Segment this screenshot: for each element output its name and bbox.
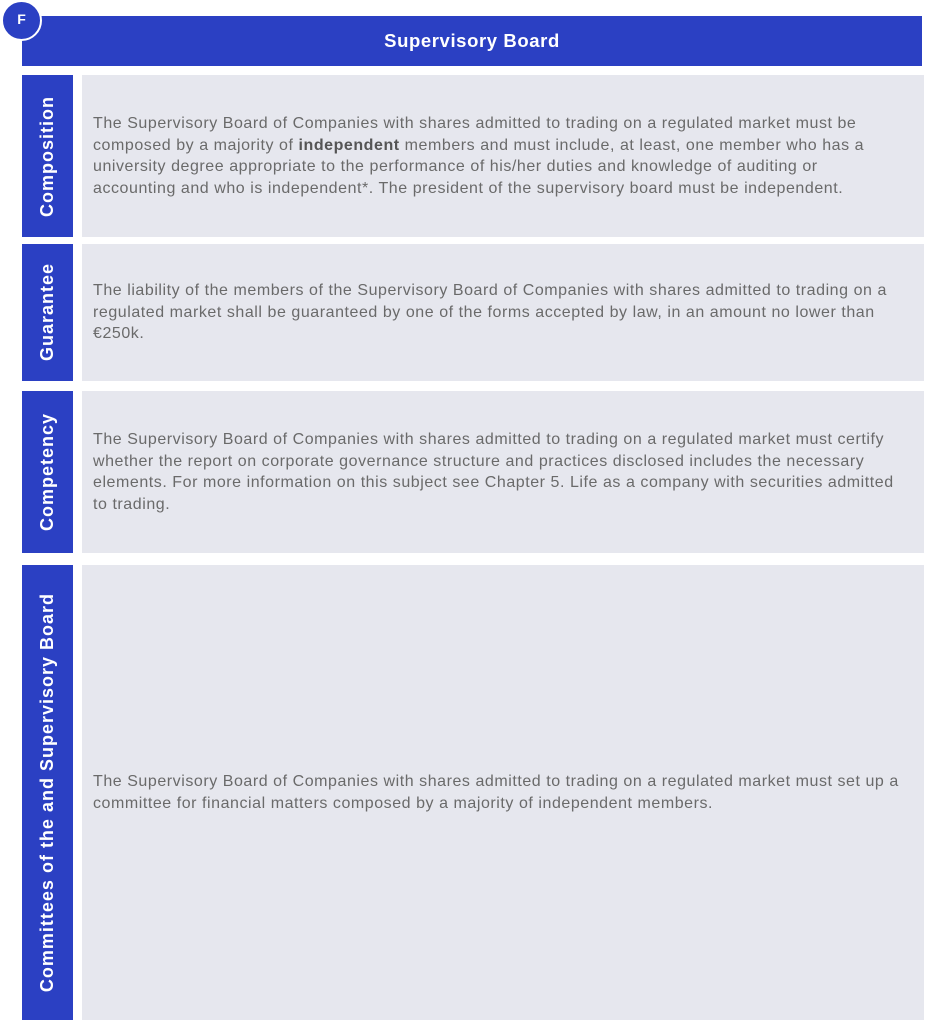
row-label-text: Guarantee [37, 263, 57, 362]
text-line: elements. For more information on this subject see Chapter 5. Life as a company with securities admitted [93, 474, 894, 491]
row-description [93, 113, 864, 199]
text-line: committee for financial matters composed by a majority of independent members. [93, 794, 714, 812]
text-line [93, 135, 864, 157]
row-content [82, 391, 924, 553]
row-label [22, 244, 73, 381]
text-line: to trading. [93, 495, 171, 513]
row-composition [22, 75, 924, 237]
section-badge [1, 0, 42, 41]
text-segment: composed by a majority of [93, 136, 299, 154]
row-label [22, 391, 73, 553]
row-content [82, 75, 924, 237]
row-description [93, 429, 894, 515]
header-title: Supervisory Board [384, 30, 560, 51]
row-content [82, 565, 924, 1020]
text-line: regulated market shall be guaranteed by one of the forms accepted by law, in an amount no lower than [93, 303, 875, 321]
row-label-text: Competency [37, 412, 57, 532]
row-competency [22, 391, 924, 553]
text-line: university degree appropriate to the performance of his/her duties and knowledge of auditing or [93, 158, 818, 175]
text-line: The liability of the members of the Supervisory Board of Companies with shares admitted to trading on a [93, 282, 887, 300]
emphasis-text: independent [298, 136, 400, 154]
row-guarantee [22, 244, 924, 381]
text-line: The Supervisory Board of Companies with shares admitted to trading on a regulated market must certify [93, 431, 885, 448]
text-line: whether the report on corporate governance structure and practices disclosed includes the necessary [93, 452, 865, 470]
row-label-text: Composition [37, 95, 57, 217]
text-line: accounting and who is independent*. The president of the supervisory board must be independent. [93, 179, 844, 197]
text-line: The Supervisory Board of Companies with shares admitted to trading on a regulated market must set up a [93, 773, 899, 790]
text-segment: members and must include, at least, one member who has a [399, 136, 865, 154]
row-description [93, 771, 899, 814]
row-label-text: Committees of the and Supervisory Board [37, 592, 57, 993]
text-line: The Supervisory Board of Companies with shares admitted to trading on a regulated market must be [93, 115, 857, 132]
row-committees [22, 565, 924, 1020]
header-bar [22, 16, 922, 66]
row-label [22, 565, 73, 1020]
row-label [22, 75, 73, 237]
text-line: €250k. [93, 325, 145, 343]
row-content [82, 244, 924, 381]
section-badge-letter: F [17, 11, 26, 27]
row-description [93, 280, 887, 345]
